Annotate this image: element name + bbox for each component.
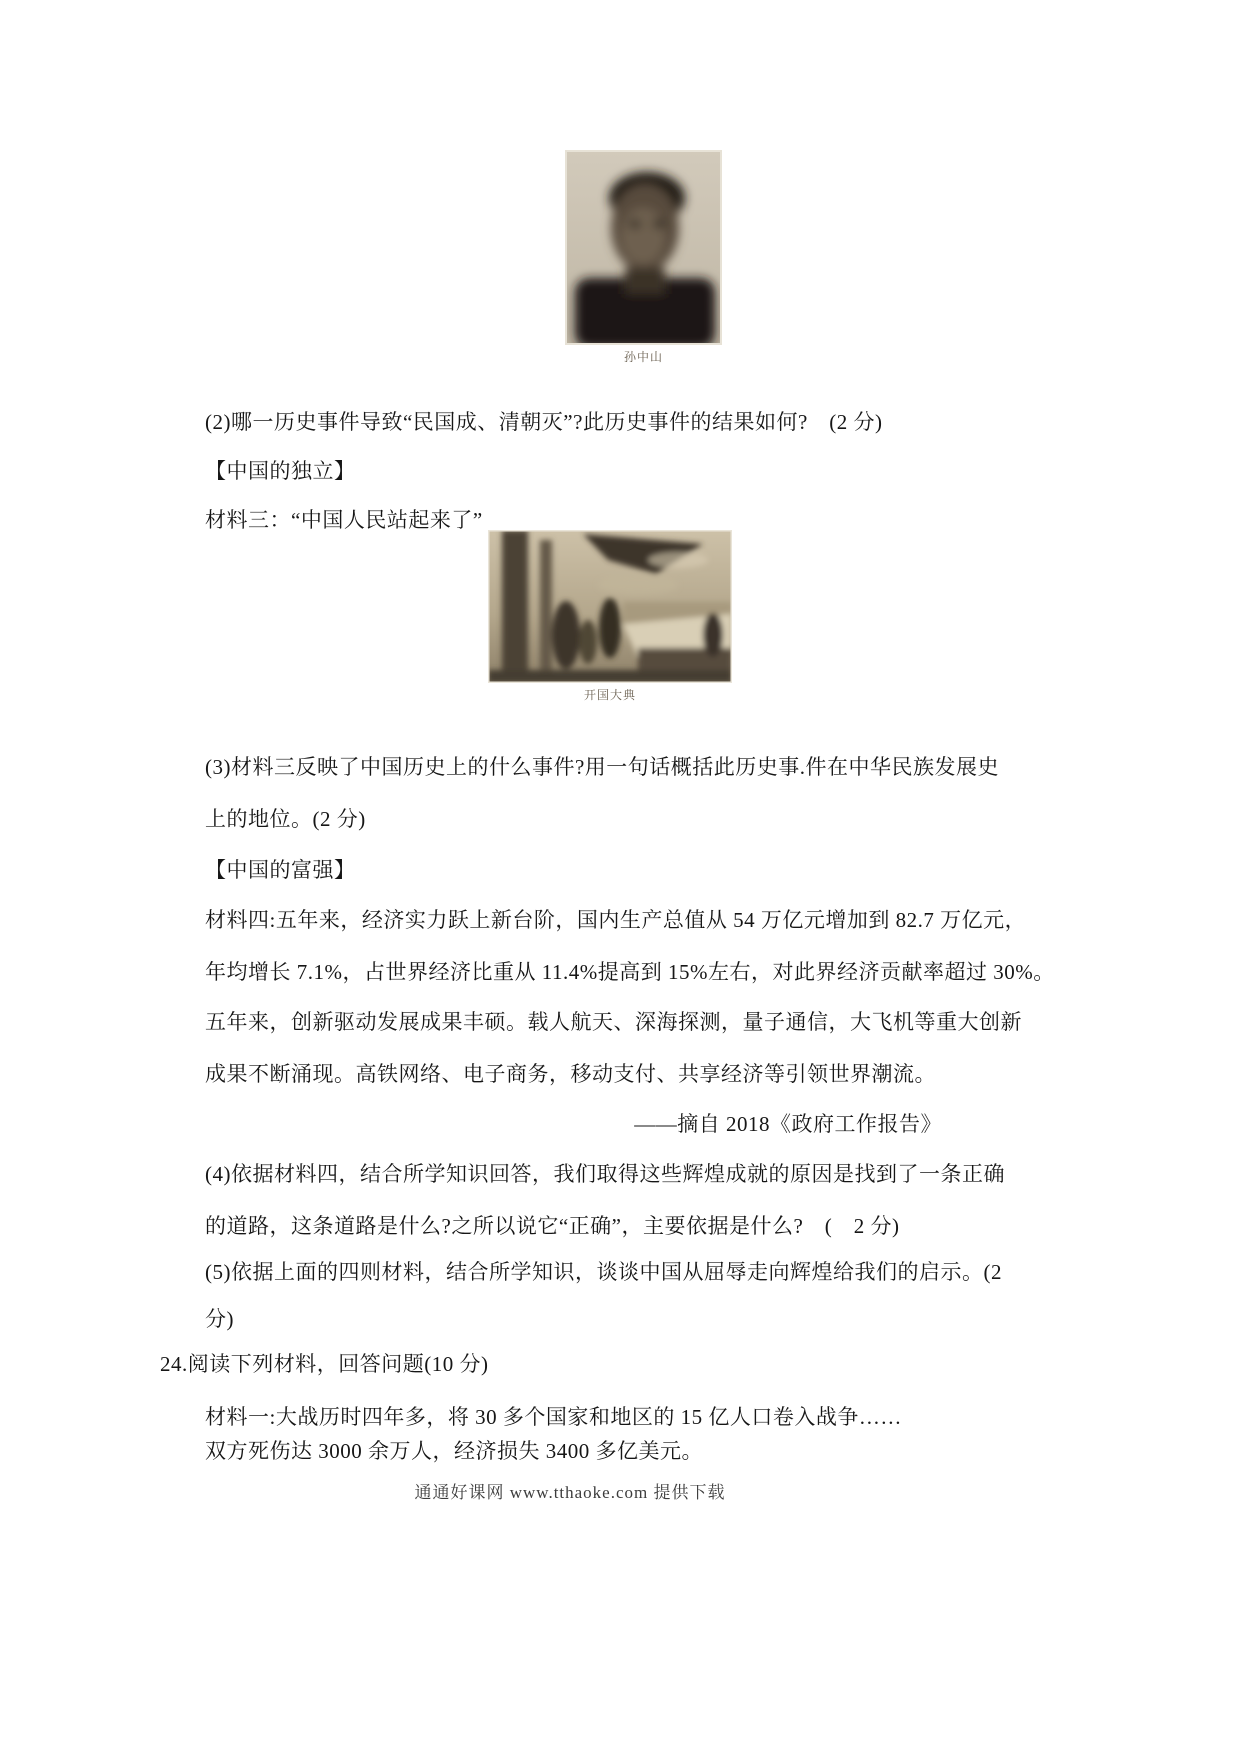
figure-sun-yat-sen — [565, 150, 722, 365]
section-header-independence: 【中国的独立】 — [205, 459, 356, 483]
page-footer: 通通好课网 www.tthaoke.com 提供下载 — [414, 1483, 726, 1502]
sun-yat-sen-photo — [565, 150, 722, 345]
question-5-line2: 分) — [205, 1307, 234, 1331]
portrait-caption: 孙中山 — [623, 350, 663, 364]
material-4-source: ——摘自 2018《政府工作报告》 — [634, 1112, 942, 1136]
material-4-line4: 成果不断涌现。高铁网络、电子商务，移动支付、共享经济等引领世界潮流。 — [205, 1062, 936, 1086]
question-24-material1-line1: 材料一:大战历时四年多，将 30 多个国家和地区的 15 亿人口卷入战争…… — [205, 1405, 902, 1429]
founding-ceremony-photo — [488, 530, 732, 683]
question-3-line1: (3)材料三反映了中国历史上的什么事件?用一句话概括此历史事.件在中华民族发展史 — [205, 755, 1000, 779]
question-5-line1: (5)依据上面的四则材料，结合所学知识，谈谈中国从屈辱走向辉煌给我们的启示。(2 — [205, 1260, 1002, 1284]
material-3-intro: 材料三：“中国人民站起来了” — [205, 508, 483, 532]
question-4-line1: (4)依据材料四，结合所学知识回答，我们取得这些辉煌成就的原因是找到了一条正确 — [205, 1162, 1005, 1186]
question-2: (2)哪一历史事件导致“民国成、清朝灭”?此历史事件的结果如何? (2 分) — [205, 410, 883, 434]
question-24-material1-line2: 双方死伤达 3000 余万人，经济损失 3400 多亿美元。 — [205, 1439, 703, 1463]
question-3-line2: 上的地位。(2 分) — [205, 807, 366, 831]
material-4-line2: 年均增长 7.1%，占世界经济比重从 11.4%提高到 15%左右，对此界经济贡献率超过 30%。 — [205, 960, 1055, 984]
ceremony-caption: 开国大典 — [583, 688, 636, 702]
material-4-line1: 材料四:五年来，经济实力跃上新台阶，国内生产总值从 54 万亿元增加到 82.7 万亿元， — [205, 908, 1027, 932]
section-header-prosperity: 【中国的富强】 — [205, 858, 356, 882]
question-4-line2: 的道路，这条道路是什么?之所以说它“正确”，主要依据是什么? ( 2 分) — [205, 1214, 900, 1238]
material-4-line3: 五年来，创新驱动发展成果丰硕。载人航天、深海探测，量子通信，大飞机等重大创新 — [205, 1010, 1022, 1034]
figure-founding-ceremony — [488, 530, 732, 703]
question-24-header: 24.阅读下列材料，回答问题(10 分) — [160, 1352, 489, 1376]
